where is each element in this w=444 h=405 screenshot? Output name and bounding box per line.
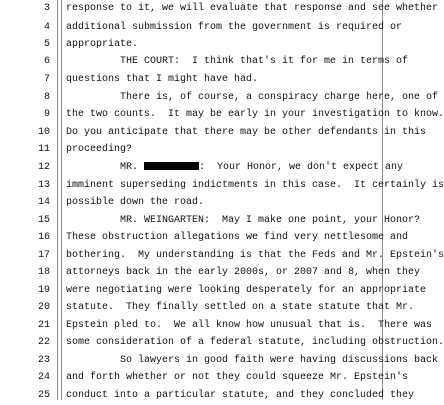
line-text: proceeding? (66, 144, 133, 155)
transcript-line (0, 317, 433, 335)
line-number: 16 (37, 232, 50, 243)
transcript-line (0, 334, 444, 352)
line-number: 13 (37, 180, 50, 191)
transcript-line (0, 159, 404, 177)
line-number: 15 (37, 215, 50, 226)
speaker-prefix: MR. (66, 162, 145, 173)
line-number: 21 (37, 320, 50, 331)
line-text: imminent superseding indictments in this case. It certainly is (66, 180, 444, 191)
transcript-line (0, 177, 444, 195)
line-text: some consideration of a federal statute, including obstruction. (66, 337, 444, 348)
line-number: 5 (43, 39, 50, 50)
line-number: 17 (37, 250, 50, 261)
line-text: So lawyers in good faith were having discussions back (66, 355, 439, 366)
transcript-line (0, 19, 403, 37)
transcript-line (0, 106, 444, 124)
line-text: bothering. My understanding is that the Feds and Mr. Epstein's (66, 250, 444, 261)
line-number: 9 (43, 109, 50, 120)
line-text: attorneys back in the early 2000s, or 2007 and 8, when they (66, 267, 421, 278)
transcript-line (0, 229, 409, 247)
line-number: 18 (37, 267, 50, 278)
line-text-suffix: : Your Honor, we don't expect any (199, 162, 404, 173)
transcript-line (0, 0, 439, 18)
transcript-line (0, 352, 439, 370)
transcript-line (0, 194, 400, 212)
transcript-line (0, 282, 427, 300)
line-number: 20 (37, 302, 50, 313)
line-text: and forth whether or not they could squeeze Mr. Epstein's (66, 372, 409, 383)
transcript-line (0, 124, 427, 142)
line-text: appropriate. (66, 39, 139, 50)
line-text: additional submission from the government is required or (66, 22, 403, 33)
line-number: 7 (43, 74, 50, 85)
transcript-line (0, 212, 421, 230)
transcript-line (0, 71, 400, 89)
line-text: These obstruction allegations we find very nettlesome and (66, 232, 409, 243)
line-number: 11 (37, 144, 50, 155)
transcript-line (0, 89, 439, 107)
transcript-line (0, 247, 444, 265)
redaction-bar (144, 162, 199, 170)
line-number: 10 (37, 127, 50, 138)
transcript-line (0, 387, 415, 405)
line-text: MR. WEINGARTEN: May I make one point, your Honor? (66, 215, 421, 226)
transcript-line (0, 141, 400, 159)
line-text (66, 159, 403, 177)
line-number: 22 (37, 337, 50, 348)
line-text: Epstein pled to. We all know how unusual that is. There was (66, 320, 433, 331)
line-text: response to it, we will evaluate that response and see whether (66, 3, 439, 14)
line-text: THE COURT: I think that's it for me in terms of (66, 56, 409, 67)
transcript-line (0, 264, 421, 282)
line-text: Do you anticipate that there may be other defendants in this (66, 127, 427, 138)
line-number: 23 (37, 355, 50, 366)
line-text: There is, of course, a conspiracy charge here, one of (66, 92, 439, 103)
line-number: 25 (37, 390, 50, 401)
line-text: questions that I might have had. (66, 74, 259, 85)
line-text: statute. They finally settled on a state statute that Mr. (66, 302, 415, 313)
line-text: the two counts. It may be early in your investigation to know. (66, 109, 444, 120)
line-number: 8 (43, 92, 50, 103)
line-number: 4 (43, 22, 50, 33)
transcript-line (0, 299, 415, 317)
transcript-line (0, 369, 409, 387)
line-number: 14 (37, 197, 50, 208)
line-number: 6 (43, 56, 50, 67)
transcript-line (0, 53, 409, 71)
line-number: 19 (37, 285, 50, 296)
line-text: conduct into a particular statute, and they concluded they (66, 390, 415, 401)
transcript-line (0, 36, 400, 54)
line-number: 3 (43, 3, 50, 14)
line-number: 12 (37, 162, 50, 173)
line-number: 24 (37, 372, 50, 383)
line-text: were negotiating were looking desperately for an appropriate (66, 285, 427, 296)
line-text: possible down the road. (66, 197, 205, 208)
